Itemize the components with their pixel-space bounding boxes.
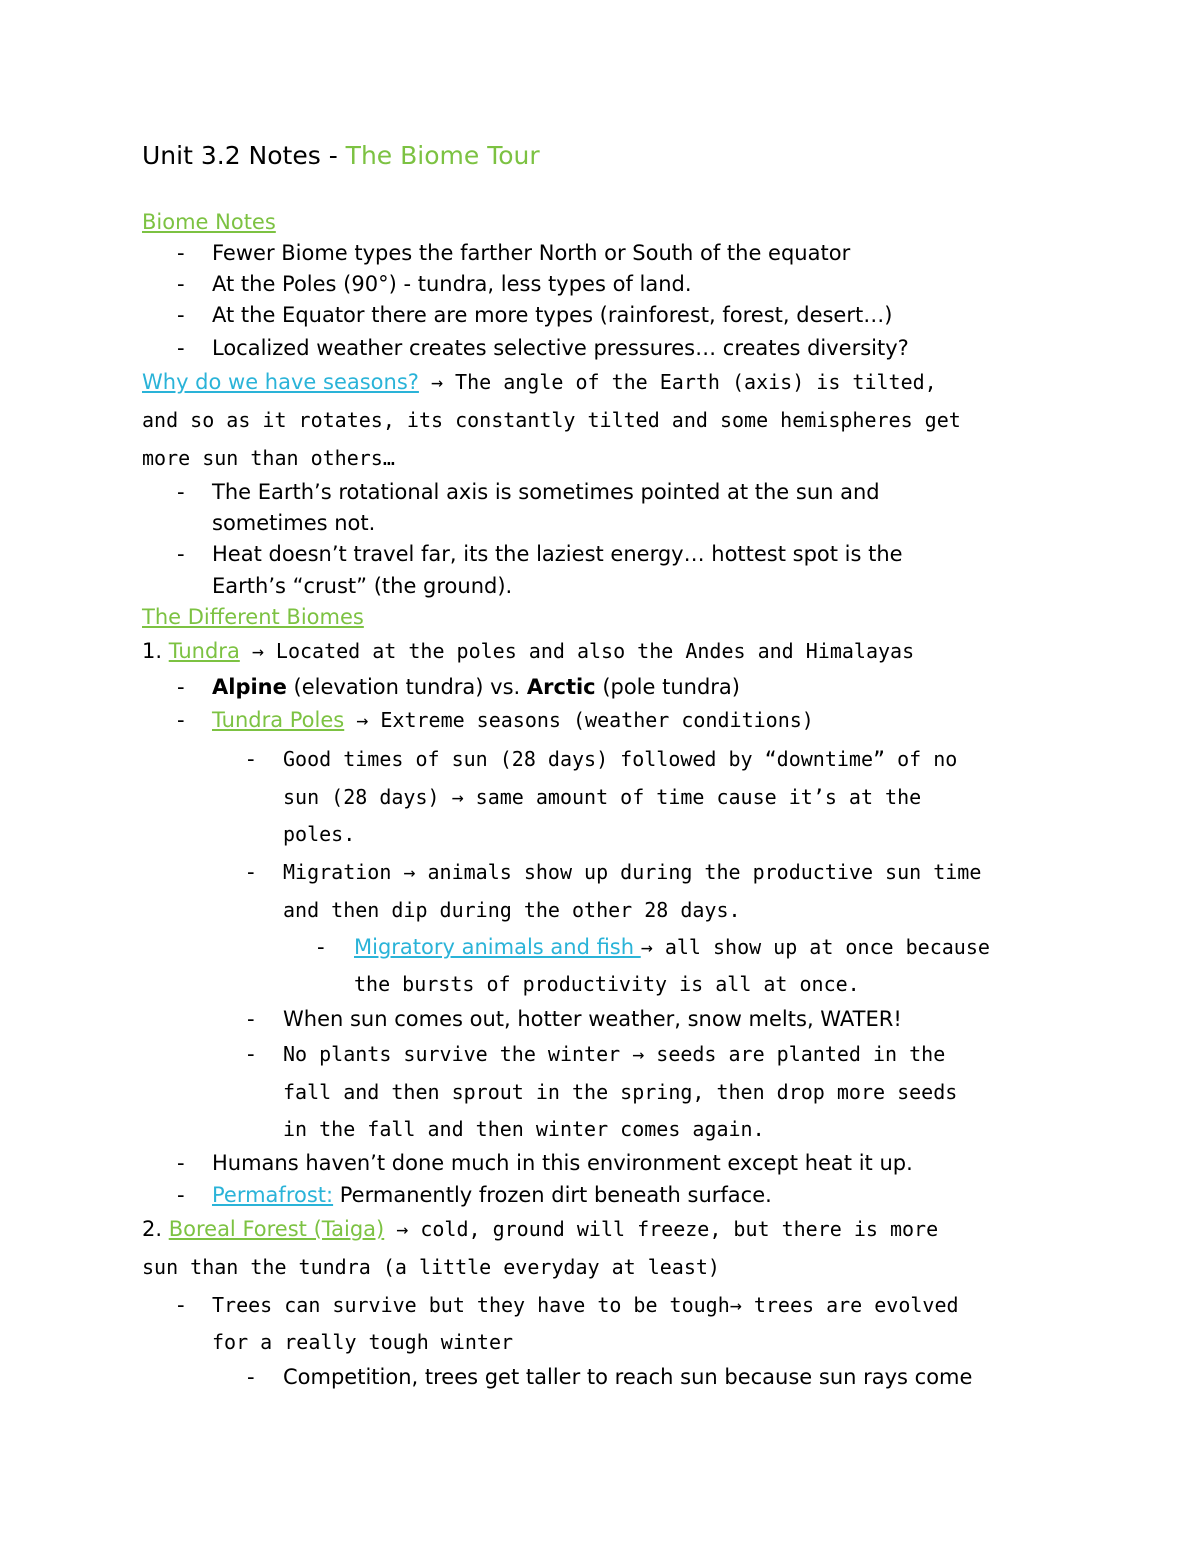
boreal-line xyxy=(142,1214,938,1246)
list-item xyxy=(354,932,990,964)
biome-notes-heading: Biome Notes xyxy=(142,210,276,234)
permafrost-desc: Permanently frozen dirt beneath surface. xyxy=(333,1183,772,1207)
tundra-desc: → Located at the poles and also the Andes and Himalayas xyxy=(239,639,915,663)
bullet-dash: - xyxy=(177,1151,185,1175)
list-item: for a really tough winter xyxy=(212,1330,514,1354)
tundra-number: 1. xyxy=(142,639,169,663)
bullet-dash: - xyxy=(177,708,185,732)
page-title xyxy=(142,140,540,173)
bullet-dash: - xyxy=(247,1007,255,1031)
list-item: Localized weather creates selective pressures… creates diversity? xyxy=(212,336,909,360)
list-item: sometimes not. xyxy=(212,511,376,535)
bullet-dash: - xyxy=(247,1042,255,1066)
migratory-link[interactable]: Migratory animals and fish xyxy=(354,935,641,959)
list-item xyxy=(212,1180,772,1212)
bullet-dash: - xyxy=(177,272,185,296)
list-item: No plants survive the winter → seeds are planted in the xyxy=(283,1042,946,1066)
migratory-text: → all show up at once because xyxy=(640,935,990,959)
bullet-dash: - xyxy=(177,480,185,504)
bullet-dash: - xyxy=(177,675,185,699)
seasons-text: more sun than others… xyxy=(142,446,395,470)
list-item: sun (28 days) → same amount of time cause it’s at the xyxy=(283,785,922,809)
bullet-dash: - xyxy=(177,1183,185,1207)
list-item: When sun comes out, hotter weather, snow melts, WATER! xyxy=(283,1007,902,1031)
list-item: poles. xyxy=(283,822,356,846)
bullet-dash: - xyxy=(177,542,185,566)
bullet-dash: - xyxy=(177,303,185,327)
tundra-line xyxy=(142,636,914,668)
list-item: and then dip during the other 28 days. xyxy=(283,898,741,922)
list-item: Earth’s “crust” (the ground). xyxy=(212,574,513,598)
seasons-line xyxy=(142,367,937,399)
list-item xyxy=(212,705,814,737)
boreal-desc: sun than the tundra (a little everyday at least) xyxy=(142,1255,720,1279)
bullet-dash: - xyxy=(247,1365,255,1389)
arctic-bold: Arctic xyxy=(526,675,596,699)
bullet-dash: - xyxy=(177,1293,185,1317)
tundra-poles-desc: → Extreme seasons (weather conditions) xyxy=(344,708,814,732)
list-item: the bursts of productivity is all at once. xyxy=(354,972,860,996)
list-item: Good times of sun (28 days) followed by “downtime” of no xyxy=(283,747,958,771)
list-item: fall and then sprout in the spring, then drop more seeds xyxy=(283,1080,958,1104)
list-item: Migration → animals show up during the productive sun time xyxy=(283,860,982,884)
tundra-poles-link[interactable]: Tundra Poles xyxy=(212,708,345,732)
seasons-text: and so as it rotates, its constantly tilted and some hemispheres get xyxy=(142,408,961,432)
list-item: in the fall and then winter comes again. xyxy=(283,1117,765,1141)
list-item: The Earth’s rotational axis is sometimes pointed at the sun and xyxy=(212,480,880,504)
list-item: At the Equator there are more types (rainforest, forest, desert…) xyxy=(212,303,893,327)
tundra-link[interactable]: Tundra xyxy=(168,639,240,663)
list-item: Trees can survive but they have to be tough→ trees are evolved xyxy=(212,1293,959,1317)
list-item: Competition, trees get taller to reach sun because sun rays come xyxy=(283,1365,973,1389)
alpine-bold: Alpine xyxy=(212,675,287,699)
title-unit: Unit 3.2 Notes - xyxy=(142,141,346,170)
boreal-desc: → cold, ground will freeze, but there is more xyxy=(384,1217,939,1241)
permafrost-link[interactable]: Permafrost: xyxy=(212,1183,334,1207)
seasons-text: → The angle of the Earth (axis) is tilted, xyxy=(418,370,937,394)
biomes-heading: The Different Biomes xyxy=(142,605,364,629)
seasons-link[interactable]: Why do we have seasons? xyxy=(142,370,419,394)
bullet-dash: - xyxy=(247,747,255,771)
bullet-dash: - xyxy=(247,860,255,884)
bullet-dash: - xyxy=(177,336,185,360)
boreal-link[interactable]: Boreal Forest (Taiga) xyxy=(168,1217,385,1241)
bullet-dash: - xyxy=(317,935,325,959)
boreal-number: 2. xyxy=(142,1217,169,1241)
list-item: At the Poles (90°) - tundra, less types of land. xyxy=(212,272,692,296)
list-item: Fewer Biome types the farther North or South of the equator xyxy=(212,241,851,265)
title-topic: The Biome Tour xyxy=(345,141,540,170)
alpine-text: (elevation tundra) vs. xyxy=(286,675,527,699)
list-item: Humans haven’t done much in this environment except heat it up. xyxy=(212,1151,913,1175)
bullet-dash: - xyxy=(177,241,185,265)
arctic-text: (pole tundra) xyxy=(595,675,740,699)
list-item: Heat doesn’t travel far, its the laziest energy… hottest spot is the xyxy=(212,542,903,566)
list-item xyxy=(212,672,740,704)
